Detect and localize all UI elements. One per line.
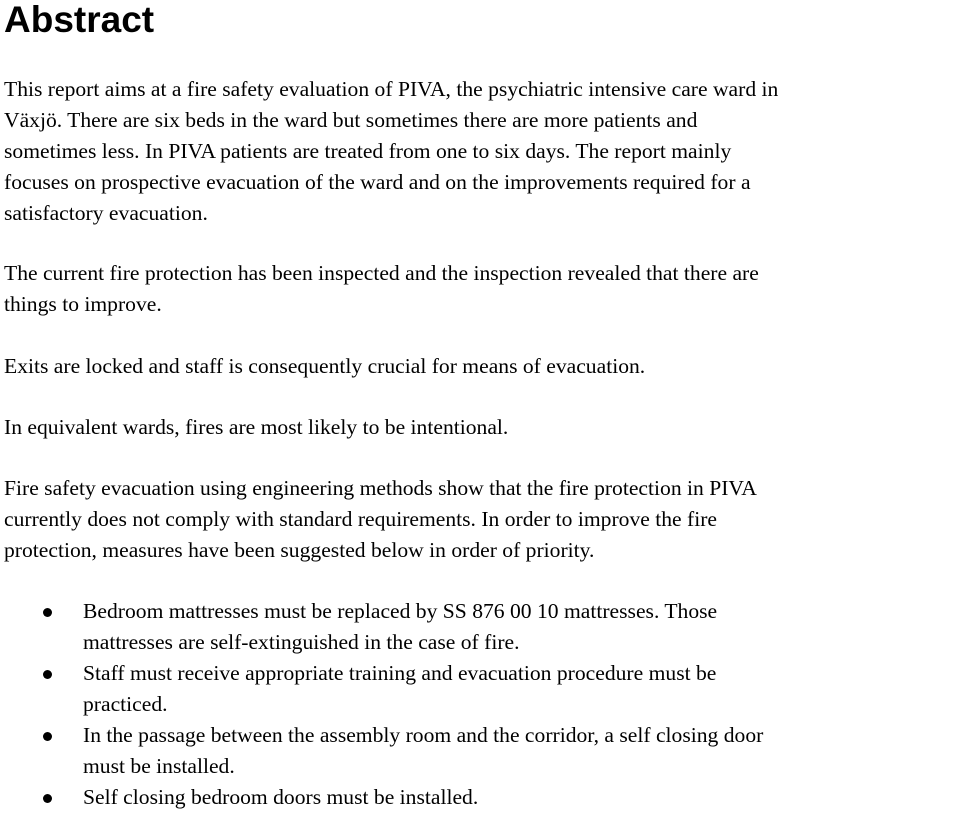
- text-line: Fire safety evacuation using engineering methods show that the fire protection in PIVA: [4, 476, 757, 500]
- text-line: Staff must receive appropriate training and evacuation procedure must be: [83, 661, 717, 685]
- text-line: mattresses are self-extinguished in the case of fire.: [83, 630, 520, 654]
- text-line: protection, measures have been suggested below in order of priority.: [4, 538, 595, 562]
- paragraph-fires: [4, 412, 960, 443]
- bullet-item: [0, 782, 960, 813]
- bullet-item: [0, 658, 960, 720]
- abstract-heading: Abstract: [4, 0, 155, 40]
- paragraph-inspection: [4, 258, 960, 320]
- bullet-icon: [43, 732, 52, 741]
- text-line: This report aims at a fire safety evaluation of PIVA, the psychiatric intensive care ward in: [4, 77, 779, 101]
- text-line: Exits are locked and staff is consequently crucial for means of evacuation.: [4, 354, 646, 378]
- text-line: Bedroom mattresses must be replaced by SS 876 00 10 mattresses. Those: [83, 599, 718, 623]
- paragraph-evaluation: [4, 473, 960, 566]
- bullet-icon: [43, 670, 52, 679]
- text-line: In equivalent wards, fires are most likely to be intentional.: [4, 415, 509, 439]
- bullet-icon: [43, 608, 52, 617]
- text-line: practiced.: [83, 692, 168, 716]
- text-line: Växjö. There are six beds in the ward but sometimes there are more patients and: [4, 108, 698, 132]
- text-line: must be installed.: [83, 754, 235, 778]
- text-line: currently does not comply with standard requirements. In order to improve the fire: [4, 507, 717, 531]
- text-line: things to improve.: [4, 292, 162, 316]
- text-line: focuses on prospective evacuation of the ward and on the improvements required for a: [4, 170, 751, 194]
- text-line: Self closing bedroom doors must be installed.: [83, 785, 479, 809]
- bullet-item: [0, 596, 960, 658]
- bullet-item: [0, 720, 960, 782]
- text-line: The current fire protection has been inspected and the inspection revealed that there are: [4, 261, 759, 285]
- text-line: satisfactory evacuation.: [4, 201, 208, 225]
- text-line: In the passage between the assembly room and the corridor, a self closing door: [83, 723, 764, 747]
- paragraph-exits: [4, 351, 960, 382]
- text-line: sometimes less. In PIVA patients are treated from one to six days. The report mainly: [4, 139, 732, 163]
- paragraph-intro: [4, 74, 960, 229]
- bullet-icon: [43, 794, 52, 803]
- measures-bullet-list: [0, 596, 960, 813]
